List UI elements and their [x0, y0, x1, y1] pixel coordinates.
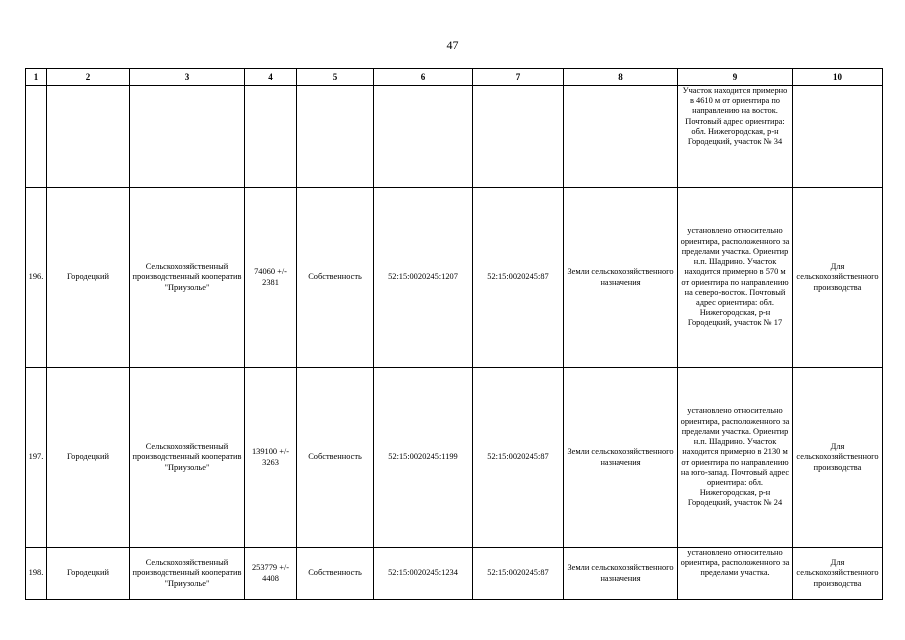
- parent-cadastral-cell: [473, 86, 564, 188]
- row-number-cell: 197.: [26, 368, 47, 548]
- page-number: 47: [446, 38, 459, 52]
- column-header: 3: [130, 69, 245, 86]
- permitted-use-cell: Для сельскохозяйственного производства: [793, 368, 883, 548]
- land-registry-table: [25, 68, 883, 600]
- district-cell: Городецкий: [47, 368, 130, 548]
- location-cell: установлено относительно ориентира, расположенного за пределами участка. Ориентир н.п. Шадрино. Участок находится примерно в 2130 м от ориентира по направлению на юго-запад. Почтовый адрес ориентира: обл. Нижегородская, р-н Городецкий, участок № 24: [678, 368, 793, 548]
- column-header: 2: [47, 69, 130, 86]
- land-category-cell: Земли сельскохозяйственного назначения: [564, 548, 678, 600]
- table-row: [26, 548, 883, 600]
- right-type-cell: Собственность: [297, 188, 374, 368]
- land-category-cell: Земли сельскохозяйственного назначения: [564, 368, 678, 548]
- column-header: 7: [473, 69, 564, 86]
- area-cell: 253779 +/- 4408: [245, 548, 297, 600]
- owner-cell: Сельскохозяйственный производственный кооператив "Приузолье": [130, 188, 245, 368]
- parent-cadastral-cell: 52:15:0020245:87: [473, 368, 564, 548]
- column-header: 10: [793, 69, 883, 86]
- row-number-cell: 196.: [26, 188, 47, 368]
- location-cell: Участок находится примерно в 4610 м от ориентира по направлению на восток. Почтовый адрес ориентира: обл. Нижегородская, р-н Городецкий, участок № 34: [678, 86, 793, 188]
- area-cell: [245, 86, 297, 188]
- cadastral-number-cell: 52:15:0020245:1234: [374, 548, 473, 600]
- owner-cell: Сельскохозяйственный производственный кооператив "Приузолье": [130, 368, 245, 548]
- table-row: [26, 86, 883, 188]
- permitted-use-cell: [793, 86, 883, 188]
- cadastral-number-cell: 52:15:0020245:1207: [374, 188, 473, 368]
- area-cell: 74060 +/- 2381: [245, 188, 297, 368]
- cadastral-number-cell: [374, 86, 473, 188]
- column-header: 8: [564, 69, 678, 86]
- right-type-cell: Собственность: [297, 368, 374, 548]
- land-category-cell: Земли сельскохозяйственного назначения: [564, 188, 678, 368]
- permitted-use-cell: Для сельскохозяйственного производства: [793, 188, 883, 368]
- row-number-cell: [26, 86, 47, 188]
- location-cell: установлено относительно ориентира, расположенного за пределами участка. Ориентир н.п. Шадрино. Участок находится примерно в 570 м от ориентира по направлению на северо-восток. Почтовый адрес ориентира: обл. Нижегородская, р-н Городецкий, участок № 17: [678, 188, 793, 368]
- table-row: [26, 188, 883, 368]
- row-number-cell: 198.: [26, 548, 47, 600]
- right-type-cell: [297, 86, 374, 188]
- header-row: [26, 69, 883, 86]
- land-category-cell: [564, 86, 678, 188]
- district-cell: Городецкий: [47, 188, 130, 368]
- column-header: 1: [26, 69, 47, 86]
- right-type-cell: Собственность: [297, 548, 374, 600]
- district-cell: [47, 86, 130, 188]
- parent-cadastral-cell: 52:15:0020245:87: [473, 548, 564, 600]
- permitted-use-cell: Для сельскохозяйственного производства: [793, 548, 883, 600]
- column-header: 6: [374, 69, 473, 86]
- column-header: 4: [245, 69, 297, 86]
- column-header: 5: [297, 69, 374, 86]
- district-cell: Городецкий: [47, 548, 130, 600]
- area-cell: 139100 +/- 3263: [245, 368, 297, 548]
- column-header: 9: [678, 69, 793, 86]
- owner-cell: [130, 86, 245, 188]
- parent-cadastral-cell: 52:15:0020245:87: [473, 188, 564, 368]
- cadastral-number-cell: 52:15:0020245:1199: [374, 368, 473, 548]
- location-cell: установлено относительно ориентира, расположенного за пределами участка.: [678, 548, 793, 600]
- owner-cell: Сельскохозяйственный производственный кооператив "Приузолье": [130, 548, 245, 600]
- table-row: [26, 368, 883, 548]
